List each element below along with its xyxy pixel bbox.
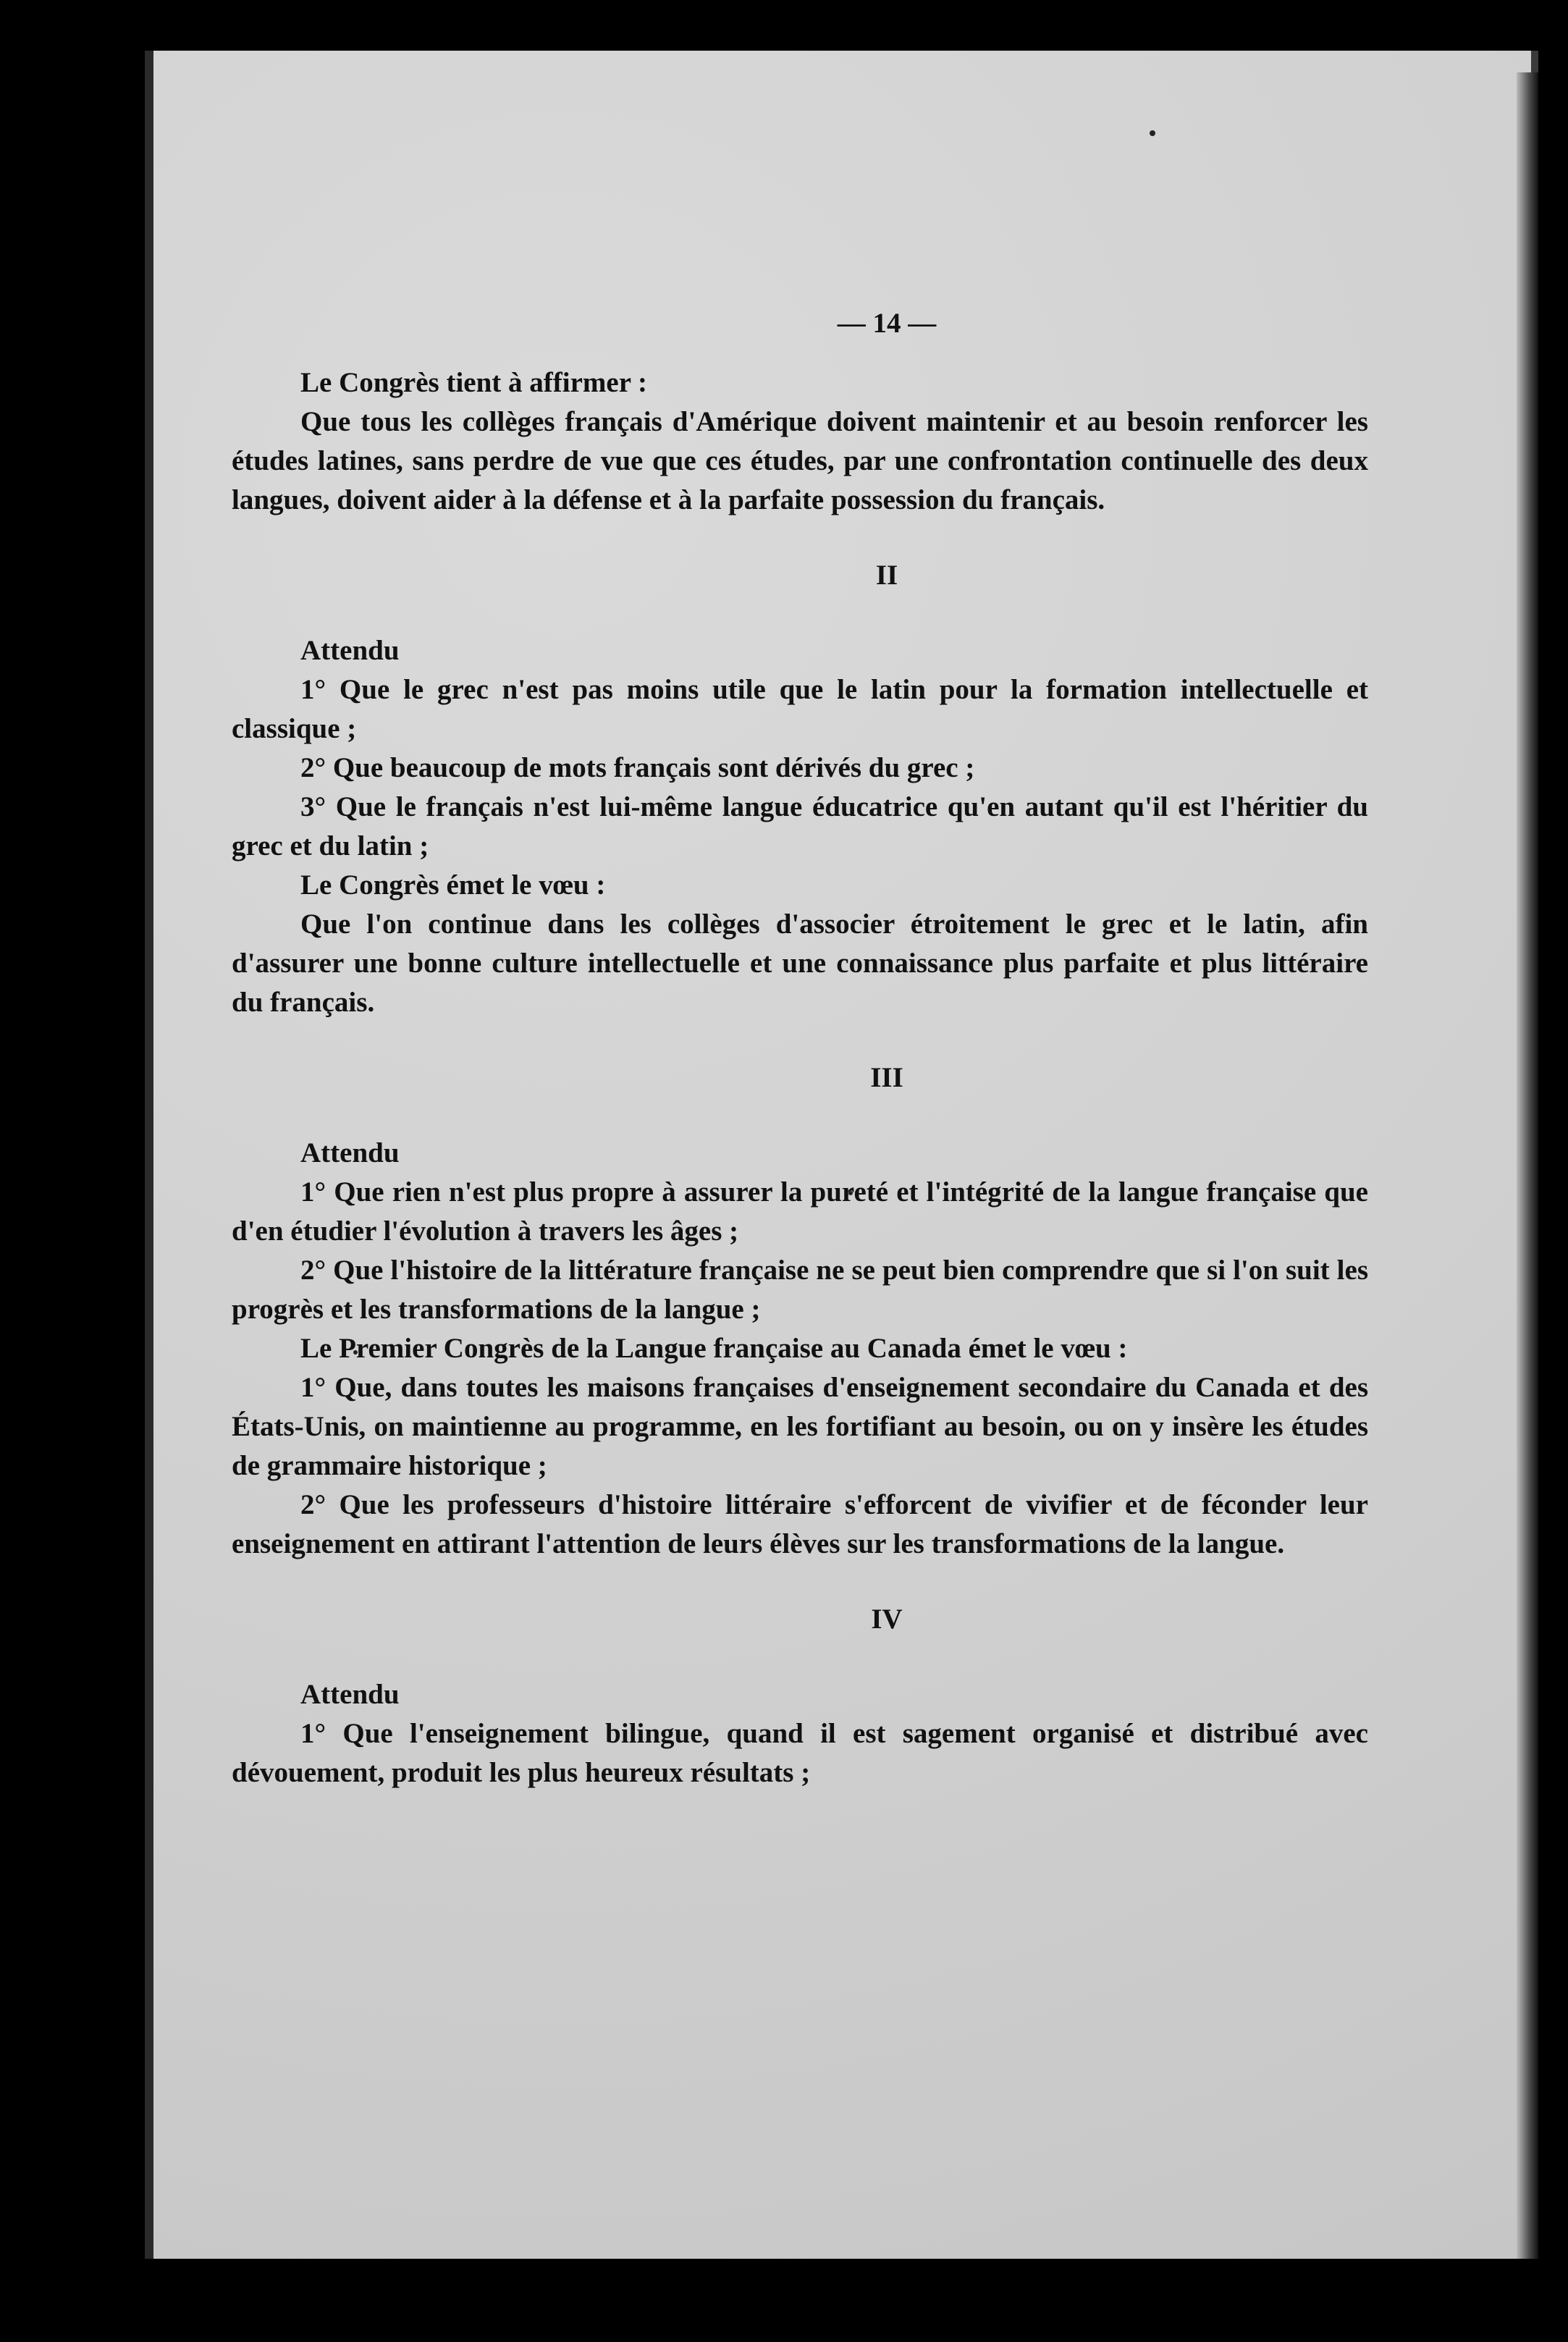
section-heading-iii: III [870, 1062, 903, 1093]
section-ii-paragraph-1: 1° Que le grec n'est pas moins utile que le latin pour la formation intellectuelle et classique ; [232, 674, 1368, 744]
section-iv-attendu: Attendu [300, 1679, 400, 1710]
intro-paragraph: Que tous les collèges français d'Amérique doivent maintenir et au besoin renforcer les études latines, sans perdre de vue que ces études, par une confrontation continuelle des deux langues, doivent aider à la défense et à la parfaite possession du français. [232, 406, 1368, 515]
section-heading-iv: IV [871, 1604, 903, 1635]
intro-lead: Le Congrès tient à affirmer : [300, 367, 648, 398]
section-iii-attendu: Attendu [300, 1137, 400, 1168]
section-iii-paragraph-2: 2° Que l'histoire de la littérature française ne se peut bien comprendre que si l'on suit les progrès et les transformations de la langue ; [232, 1255, 1368, 1325]
section-iii-voeu-1: 1° Que, dans toutes les maisons françaises d'enseignement secondaire du Canada et des États-Unis, on maintienne au programme, en les fortifiant au besoin, ou on y insère les études de grammaire historique ; [232, 1372, 1368, 1481]
section-ii-voeu-lead: Le Congrès émet le vœu : [300, 869, 606, 901]
section-iii-voeu-lead: Le Premier Congrès de la Langue française au Canada émet le vœu : [300, 1333, 1128, 1364]
speck [1150, 130, 1155, 136]
section-heading-ii: II [875, 560, 898, 591]
section-ii-paragraph-2: 2° Que beaucoup de mots français sont dérivés du grec ; [300, 752, 975, 783]
section-ii-paragraph-3: 3° Que le français n'est lui-même langue éducatrice qu'en autant qu'il est l'héritier du grec et du latin ; [232, 791, 1368, 862]
section-iii-paragraph-1: 1° Que rien n'est plus propre à assurer la pureté et l'intégrité de la langue française que d'en étudier l'évolution à travers les âges ; [232, 1176, 1368, 1247]
section-ii-attendu: Attendu [300, 635, 400, 666]
page-number: — 14 — [837, 308, 937, 339]
section-iv-paragraph-1: 1° Que l'enseignement bilingue, quand il est sagement organisé et distribué avec dévouement, produit les plus heureux résultats ; [232, 1718, 1368, 1788]
section-ii-voeu: Que l'on continue dans les collèges d'associer étroitement le grec et le latin, afin d'assurer une bonne culture intellectuelle et une connaissance plus parfaite et plus littéraire du français. [232, 909, 1368, 1018]
page-right-edge [1517, 72, 1538, 2259]
section-iii-voeu-2: 2° Que les professeurs d'histoire littéraire s'efforcent de vivifier et de féconder leur enseignement en attirant l'attention de leurs élèves sur les transformations de la langue. [232, 1489, 1368, 1559]
document-body [232, 304, 1368, 1793]
